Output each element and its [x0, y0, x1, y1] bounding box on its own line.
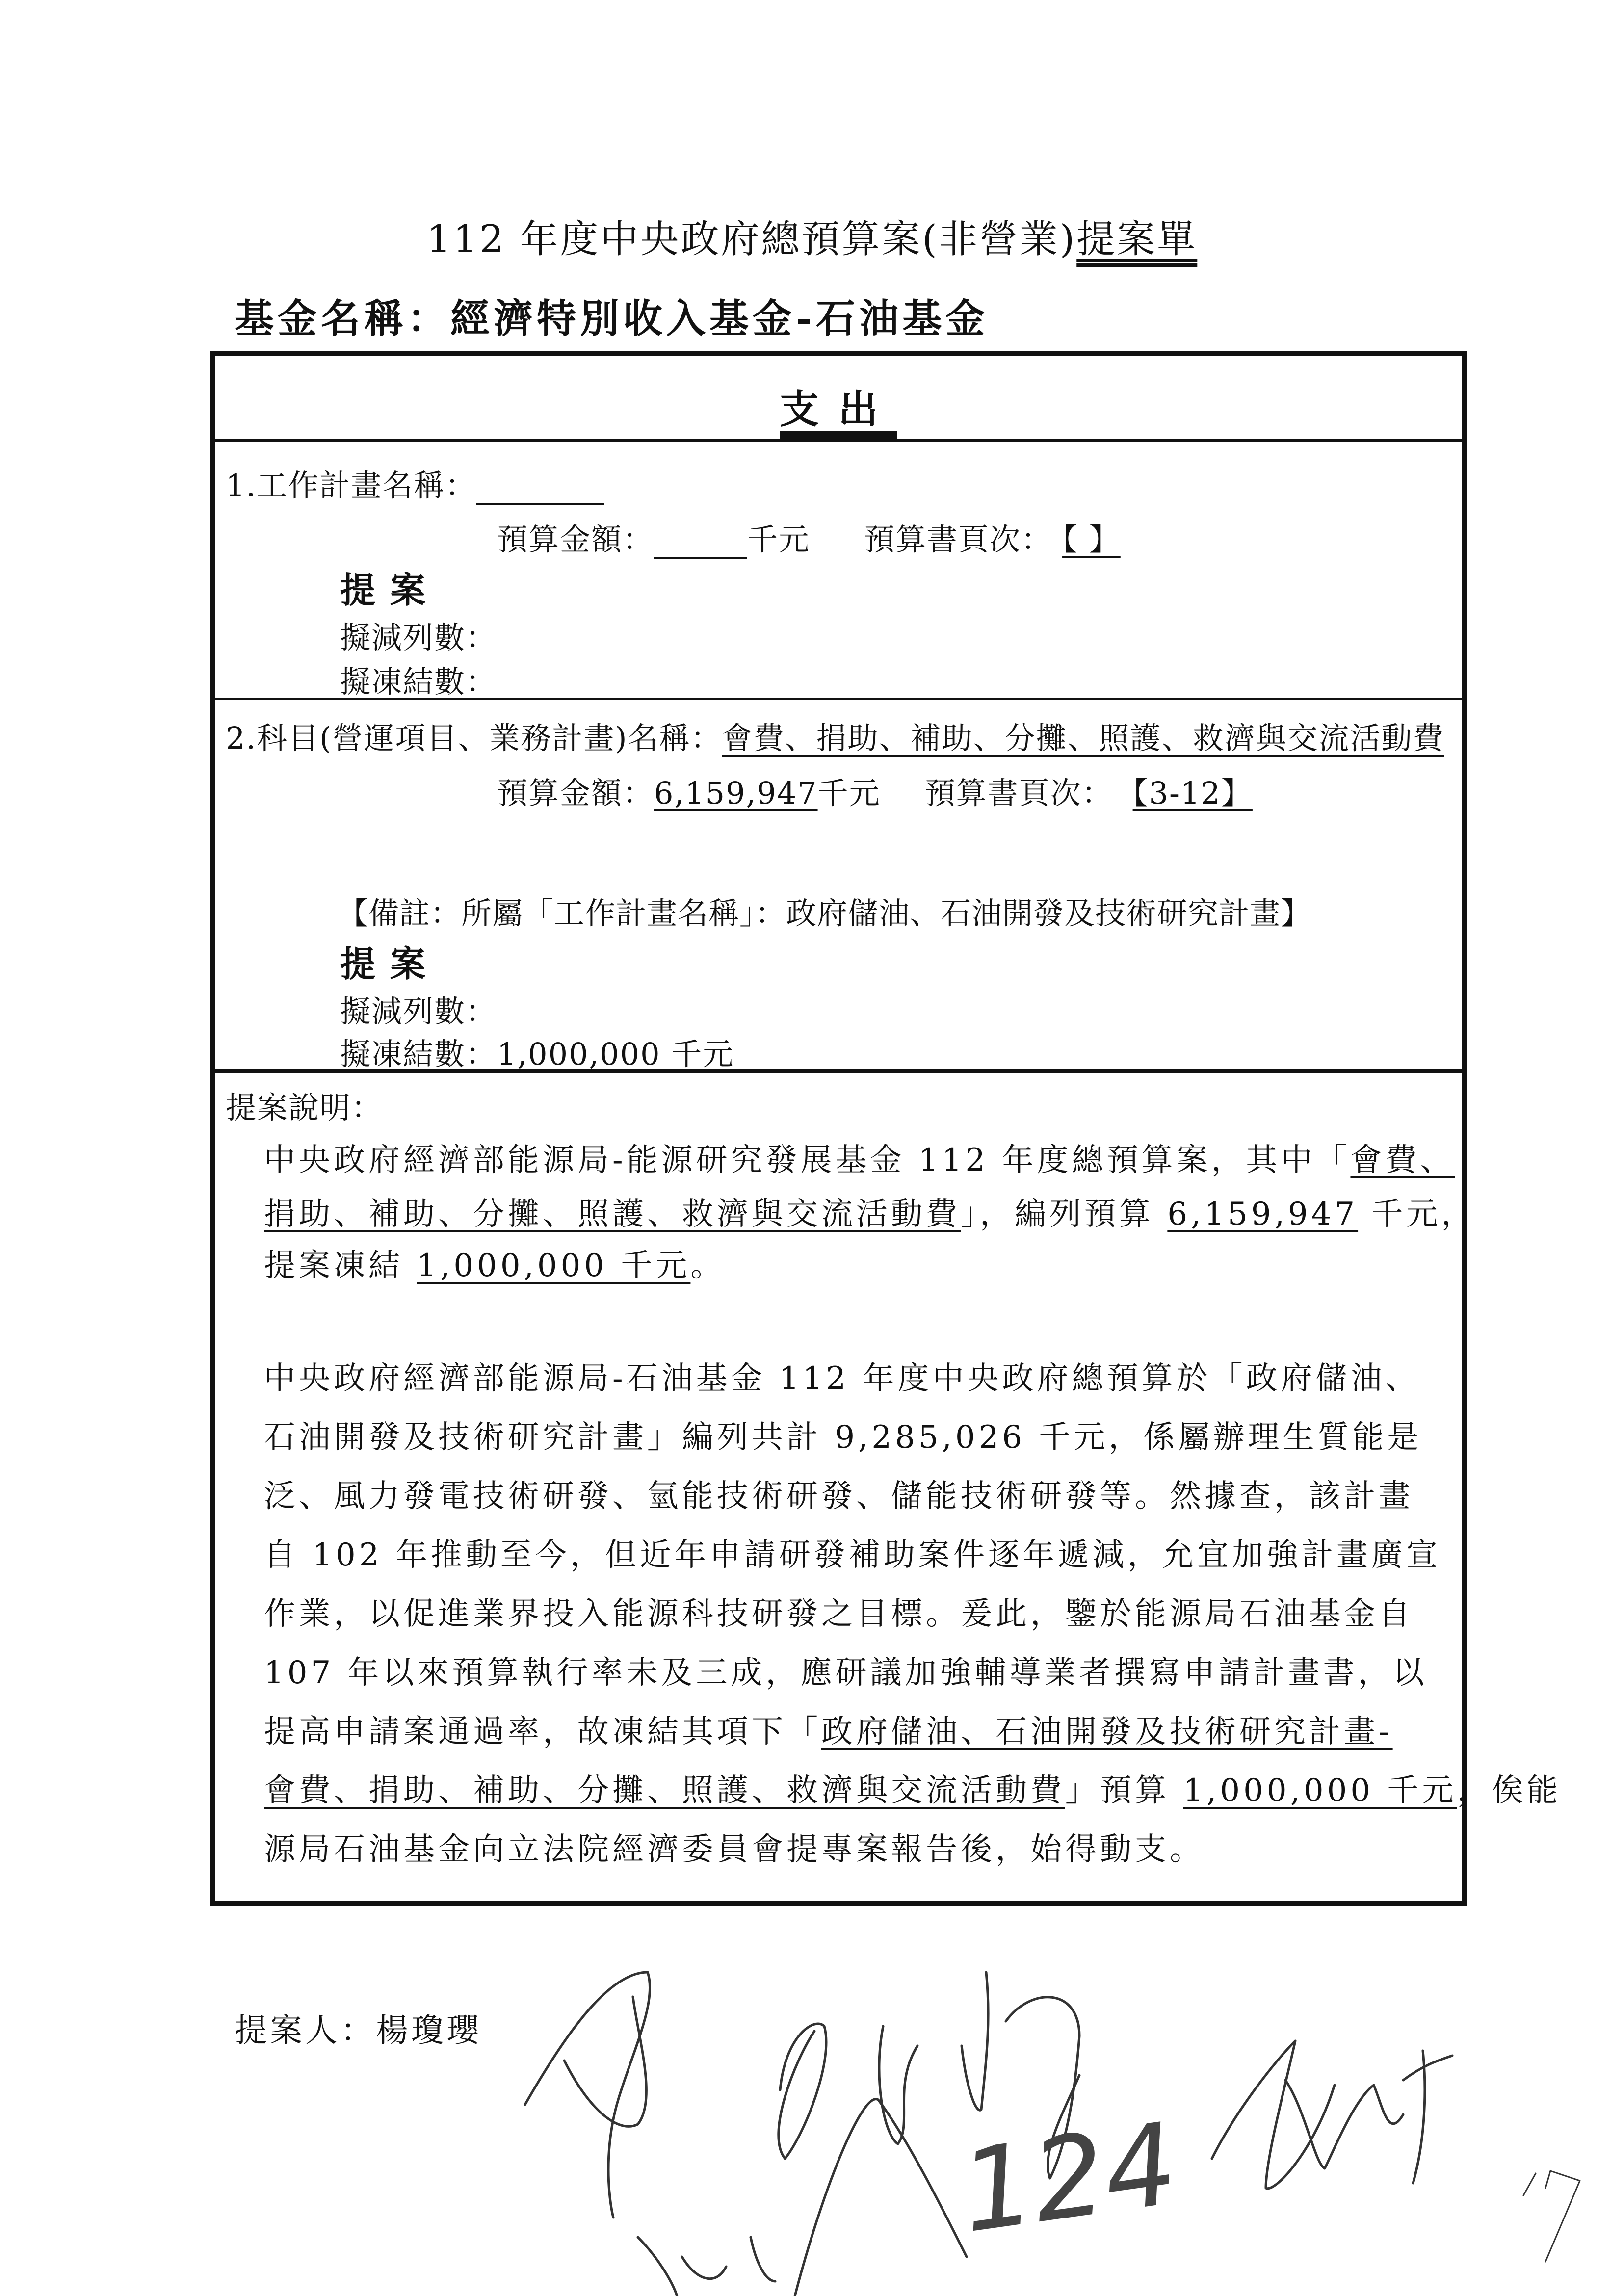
para1-text: 中央政府經濟部能源局-能源研究發展基金 112 年度總預算案，其中「 [264, 1142, 1351, 1178]
para1-underlined: 會費、 [1350, 1142, 1455, 1178]
para1-text: 。 [690, 1248, 726, 1284]
section2-budget-label: 預算金額： [497, 775, 655, 811]
title-prefix: 112 年度中央政府總預算案(非營業) [426, 217, 1077, 261]
section1-page-value: 【 】 [1062, 522, 1121, 557]
para2-line3: 泛、風力發電技術研發、氫能技術研發、儲能技術研發等。然據查，該計畫 [264, 1478, 1414, 1514]
handwritten-number-124: 124 [953, 2098, 1185, 2259]
section1-proposal-heading: 提案 [340, 569, 441, 611]
para2-line4: 自 102 年推動至今，但近年申請研發補助案件逐年遞減，允宜加強計畫廣宣 [264, 1537, 1441, 1573]
section2-item-label: 2.科目(營運項目、業務計畫)名稱： [226, 720, 722, 756]
signature-stroke [879, 2026, 917, 2144]
para2-line9: 源局石油基金向立法院經濟委員會提專案報告後，始得動支。 [264, 1831, 1205, 1868]
para2-text: 提高申請案通過率，故凍結其項下「 [264, 1714, 821, 1750]
page-mark-stroke [1523, 2171, 1580, 2262]
para2-line6: 107 年以來預算執行率未及三成，應研議加強輔導業者撰寫申請計畫書，以 [264, 1655, 1428, 1691]
fund-name: 基金名稱：經濟特別收入基金-石油基金 [235, 295, 989, 341]
section1-reduce-label: 擬減列數： [340, 620, 498, 655]
signature-stroke [795, 2099, 967, 2296]
explanation-heading: 提案說明： [226, 1090, 383, 1125]
section1-freeze-label: 擬凍結數： [340, 664, 498, 700]
signature-stroke [564, 1997, 646, 2126]
proposer-label: 提案人：楊瓊瓔 [235, 2011, 482, 2049]
para1-text: 提案凍結 [264, 1248, 417, 1284]
section1-budget-label: 預算金額： [497, 522, 655, 557]
signature-stroke [638, 2237, 775, 2296]
section2-page-value: 【3-12】 [1132, 775, 1253, 811]
section2-freeze-label: 擬凍結數： [340, 1036, 498, 1072]
signature-stroke [1212, 2041, 1335, 2189]
section2-proposal-heading: 提案 [340, 943, 441, 985]
section2-reduce-label: 擬減列數： [340, 993, 498, 1029]
section1-page-label: 預算書頁次： [864, 522, 1053, 557]
header-expenditure: 支出 [780, 386, 897, 432]
signature-stroke [1285, 2080, 1403, 2168]
section2-budget-unit: 千元 [817, 775, 881, 811]
section2-item-value: 會費、捐助、補助、分攤、照護、救濟與交流活動費 [722, 720, 1444, 756]
para2-text: 」預算 [1065, 1773, 1183, 1809]
para1-freeze-value: 1,000,000 千元 [417, 1248, 691, 1284]
para2-line1: 中央政府經濟部能源局-石油基金 112 年度中央政府總預算於「政府儲油、 [264, 1360, 1420, 1397]
signature-stroke [525, 1972, 650, 2218]
signature-stroke [1403, 2051, 1452, 2183]
para1-budget-value: 6,159,947 [1167, 1196, 1359, 1232]
para2-underlined: 政府儲油、石油開發及技術研究計畫- [821, 1714, 1393, 1750]
para1-underlined: 捐助、補助、分攤、照護、救濟與交流活動費 [264, 1196, 961, 1232]
signature-stroke [779, 2024, 826, 2159]
para2-line2: 石油開發及技術研究計畫」編列共計 9,285,026 千元，係屬辦理生質能是 [264, 1419, 1422, 1456]
section1-budget-unit: 千元 [747, 522, 811, 557]
section2-page-label: 預算書頁次： [924, 775, 1113, 811]
para2-text: ，俟能 [1457, 1773, 1562, 1809]
para2-freeze-value: 1,000,000 千元 [1183, 1773, 1457, 1809]
para2-line5: 作業，以促進業界投入能源科技研發之目標。爰此，鑒於能源局石油基金自 [264, 1596, 1414, 1632]
signature-stroke [962, 1972, 988, 2110]
section1-item-label: 1.工作計畫名稱： [226, 468, 477, 503]
title-suffix: 提案單 [1076, 217, 1198, 261]
section2-note: 【備註：所屬「工作計畫名稱」：政府儲油、石油開發及技術研究計畫】 [338, 895, 1312, 931]
para1-text: 」，編列預算 [961, 1196, 1168, 1232]
para1-text: 千元， [1358, 1196, 1476, 1232]
para2-underlined: 會費、捐助、補助、分攤、照護、救濟與交流活動費 [264, 1773, 1065, 1809]
section2-budget-value: 6,159,947 [654, 775, 818, 811]
section2-freeze-value: 1,000,000 千元 [497, 1036, 734, 1072]
